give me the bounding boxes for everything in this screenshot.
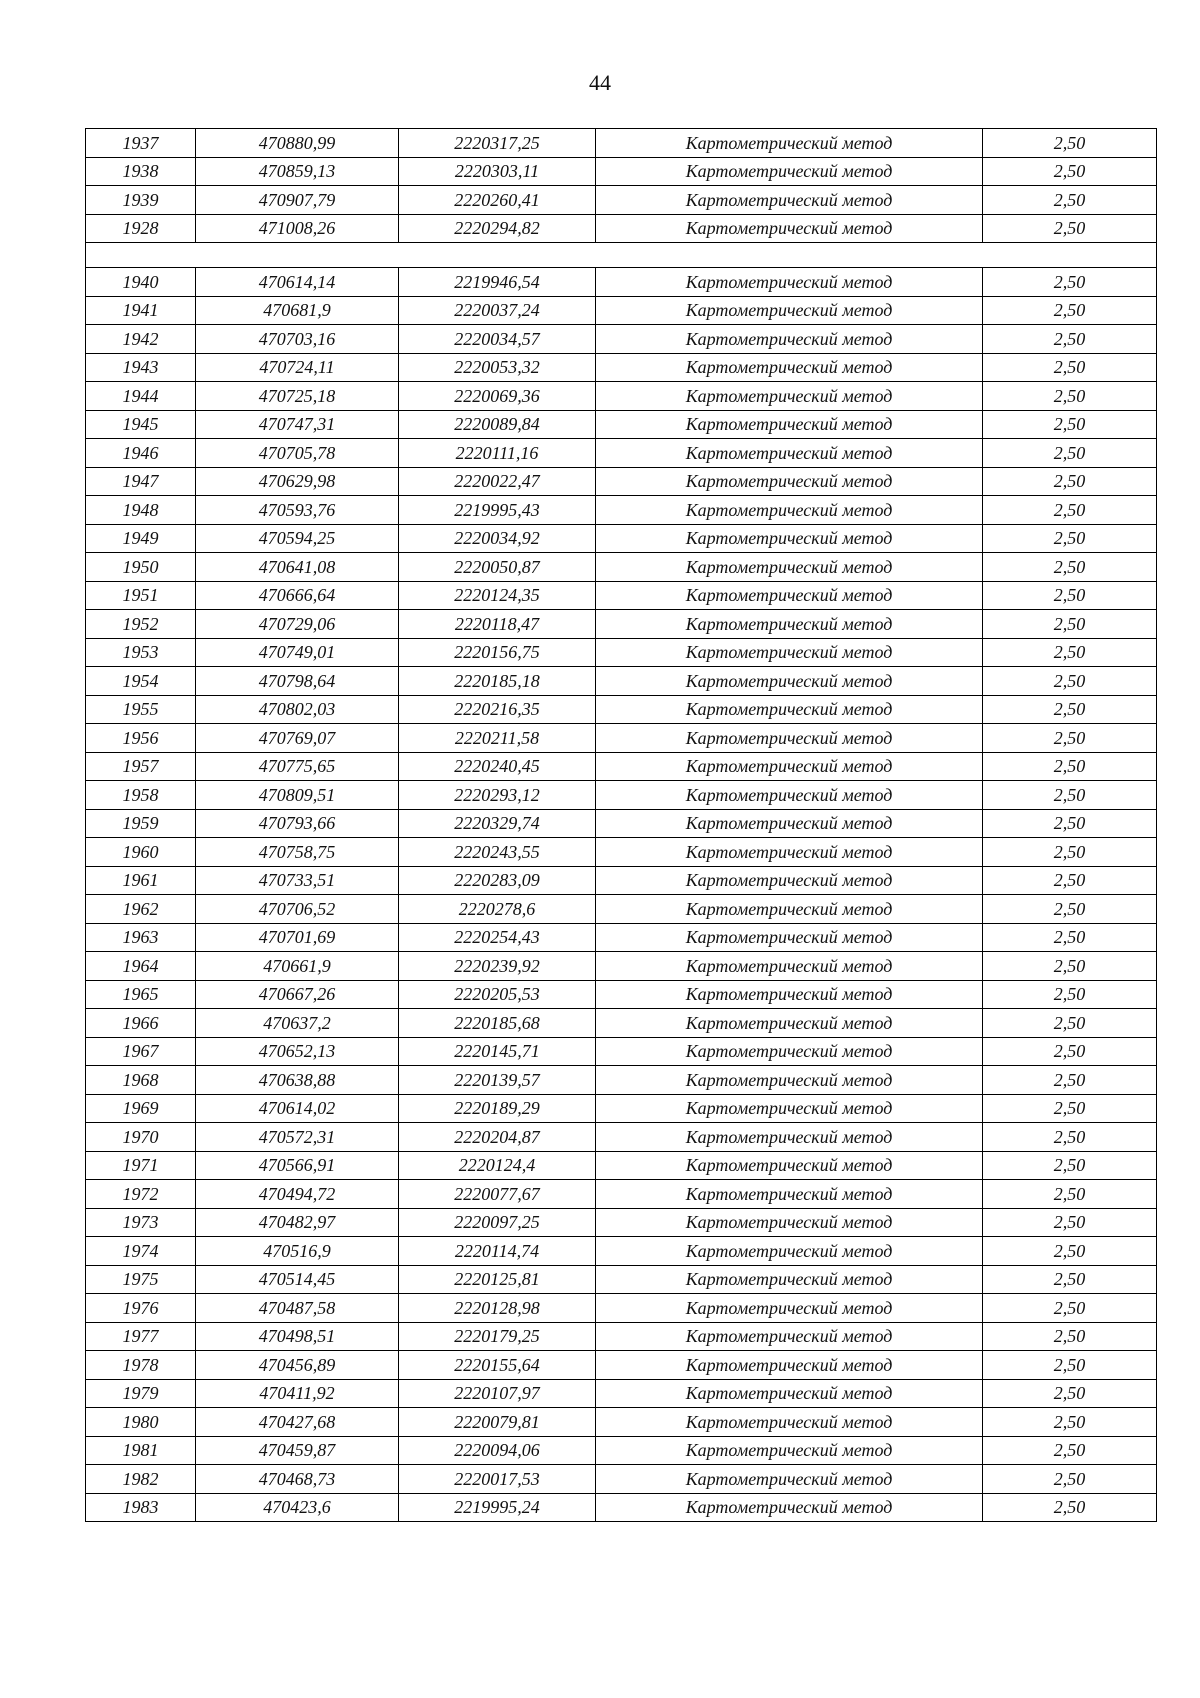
y-coordinate-cell: 2220034,57 [399,325,596,354]
x-coordinate-cell: 470594,25 [196,524,399,553]
y-coordinate-cell: 2220216,35 [399,695,596,724]
table-row [86,1123,1157,1152]
precision-cell: 2,50 [983,439,1157,468]
y-coordinate-cell: 2220118,47 [399,610,596,639]
point-number-cell: 1981 [86,1436,196,1465]
precision-cell: 2,50 [983,1094,1157,1123]
point-number-cell: 1954 [86,667,196,696]
point-number-cell: 1963 [86,923,196,952]
table-row [86,129,1157,158]
point-number-cell: 1937 [86,129,196,158]
table-row [86,553,1157,582]
point-number-cell: 1976 [86,1294,196,1323]
table-row [86,296,1157,325]
point-number-cell: 1952 [86,610,196,639]
x-coordinate-cell: 470572,31 [196,1123,399,1152]
x-coordinate-cell: 470614,14 [196,268,399,297]
y-coordinate-cell: 2220077,67 [399,1180,596,1209]
x-coordinate-cell: 470859,13 [196,157,399,186]
y-coordinate-cell: 2220243,55 [399,838,596,867]
x-coordinate-cell: 470907,79 [196,186,399,215]
y-coordinate-cell: 2220053,32 [399,353,596,382]
precision-cell: 2,50 [983,781,1157,810]
point-number-cell: 1980 [86,1408,196,1437]
x-coordinate-cell: 470487,58 [196,1294,399,1323]
point-number-cell: 1982 [86,1465,196,1494]
y-coordinate-cell: 2220329,74 [399,809,596,838]
y-coordinate-cell: 2220179,25 [399,1322,596,1351]
table-row [86,1237,1157,1266]
point-number-cell: 1983 [86,1493,196,1522]
precision-cell: 2,50 [983,923,1157,952]
point-number-cell: 1947 [86,467,196,496]
x-coordinate-cell: 470725,18 [196,382,399,411]
method-cell: Картометрический метод [596,353,983,382]
method-cell: Картометрический метод [596,496,983,525]
method-cell: Картометрический метод [596,724,983,753]
table-row [86,1322,1157,1351]
precision-cell: 2,50 [983,1408,1157,1437]
y-coordinate-cell: 2220185,18 [399,667,596,696]
x-coordinate-cell: 470427,68 [196,1408,399,1437]
y-coordinate-cell: 2220124,4 [399,1151,596,1180]
table-row [86,1265,1157,1294]
precision-cell: 2,50 [983,1351,1157,1380]
y-coordinate-cell: 2219946,54 [399,268,596,297]
table-row [86,410,1157,439]
table-row [86,353,1157,382]
x-coordinate-cell: 470514,45 [196,1265,399,1294]
y-coordinate-cell: 2220017,53 [399,1465,596,1494]
precision-cell: 2,50 [983,1379,1157,1408]
method-cell: Картометрический метод [596,838,983,867]
x-coordinate-cell: 470641,08 [196,553,399,582]
y-coordinate-cell: 2220293,12 [399,781,596,810]
method-cell: Картометрический метод [596,610,983,639]
y-coordinate-cell: 2220125,81 [399,1265,596,1294]
table-row [86,268,1157,297]
point-number-cell: 1959 [86,809,196,838]
precision-cell: 2,50 [983,325,1157,354]
x-coordinate-cell: 470703,16 [196,325,399,354]
point-number-cell: 1961 [86,866,196,895]
table-row [86,1151,1157,1180]
method-cell: Картометрический метод [596,157,983,186]
table-row [86,1294,1157,1323]
method-cell: Картометрический метод [596,1123,983,1152]
table-row [86,1465,1157,1494]
method-cell: Картометрический метод [596,1037,983,1066]
x-coordinate-cell: 470758,75 [196,838,399,867]
x-coordinate-cell: 470423,6 [196,1493,399,1522]
precision-cell: 2,50 [983,1066,1157,1095]
point-number-cell: 1938 [86,157,196,186]
precision-cell: 2,50 [983,1465,1157,1494]
coordinates-table [85,128,1157,1522]
precision-cell: 2,50 [983,129,1157,158]
method-cell: Картометрический метод [596,1493,983,1522]
table-row [86,952,1157,981]
table-row [86,1009,1157,1038]
table-row [86,724,1157,753]
method-cell: Картометрический метод [596,667,983,696]
method-cell: Картометрический метод [596,268,983,297]
point-number-cell: 1958 [86,781,196,810]
x-coordinate-cell: 470566,91 [196,1151,399,1180]
precision-cell: 2,50 [983,268,1157,297]
precision-cell: 2,50 [983,752,1157,781]
point-number-cell: 1978 [86,1351,196,1380]
table-row [86,781,1157,810]
y-coordinate-cell: 2220156,75 [399,638,596,667]
method-cell: Картометрический метод [596,895,983,924]
x-coordinate-cell: 470705,78 [196,439,399,468]
point-number-cell: 1940 [86,268,196,297]
precision-cell: 2,50 [983,581,1157,610]
x-coordinate-cell: 470724,11 [196,353,399,382]
table-row [86,524,1157,553]
y-coordinate-cell: 2220240,45 [399,752,596,781]
y-coordinate-cell: 2220037,24 [399,296,596,325]
method-cell: Картометрический метод [596,467,983,496]
precision-cell: 2,50 [983,695,1157,724]
precision-cell: 2,50 [983,467,1157,496]
method-cell: Картометрический метод [596,296,983,325]
y-coordinate-cell: 2220260,41 [399,186,596,215]
table-row [86,325,1157,354]
method-cell: Картометрический метод [596,439,983,468]
y-coordinate-cell: 2220283,09 [399,866,596,895]
method-cell: Картометрический метод [596,1237,983,1266]
table-row [86,809,1157,838]
precision-cell: 2,50 [983,980,1157,1009]
table-row [86,1408,1157,1437]
point-number-cell: 1944 [86,382,196,411]
table-row [86,895,1157,924]
method-cell: Картометрический метод [596,1066,983,1095]
x-coordinate-cell: 470749,01 [196,638,399,667]
precision-cell: 2,50 [983,1436,1157,1465]
point-number-cell: 1972 [86,1180,196,1209]
precision-cell: 2,50 [983,382,1157,411]
x-coordinate-cell: 470769,07 [196,724,399,753]
point-number-cell: 1941 [86,296,196,325]
table-row [86,157,1157,186]
point-number-cell: 1956 [86,724,196,753]
table-row [86,695,1157,724]
precision-cell: 2,50 [983,1265,1157,1294]
method-cell: Картометрический метод [596,1322,983,1351]
x-coordinate-cell: 470880,99 [196,129,399,158]
y-coordinate-cell: 2220294,82 [399,214,596,243]
y-coordinate-cell: 2220089,84 [399,410,596,439]
precision-cell: 2,50 [983,667,1157,696]
precision-cell: 2,50 [983,1123,1157,1152]
y-coordinate-cell: 2220128,98 [399,1294,596,1323]
x-coordinate-cell: 470661,9 [196,952,399,981]
separator-row [86,243,1157,268]
precision-cell: 2,50 [983,524,1157,553]
point-number-cell: 1928 [86,214,196,243]
precision-cell: 2,50 [983,866,1157,895]
point-number-cell: 1966 [86,1009,196,1038]
point-number-cell: 1973 [86,1208,196,1237]
table-row [86,496,1157,525]
point-number-cell: 1962 [86,895,196,924]
method-cell: Картометрический метод [596,1151,983,1180]
y-coordinate-cell: 2220205,53 [399,980,596,1009]
precision-cell: 2,50 [983,214,1157,243]
y-coordinate-cell: 2220022,47 [399,467,596,496]
point-number-cell: 1974 [86,1237,196,1266]
x-coordinate-cell: 470701,69 [196,923,399,952]
table-row [86,610,1157,639]
x-coordinate-cell: 470793,66 [196,809,399,838]
y-coordinate-cell: 2220204,87 [399,1123,596,1152]
x-coordinate-cell: 470706,52 [196,895,399,924]
precision-cell: 2,50 [983,895,1157,924]
precision-cell: 2,50 [983,638,1157,667]
table-row [86,1208,1157,1237]
method-cell: Картометрический метод [596,952,983,981]
point-number-cell: 1939 [86,186,196,215]
y-coordinate-cell: 2220211,58 [399,724,596,753]
y-coordinate-cell: 2220069,36 [399,382,596,411]
table-row [86,1066,1157,1095]
method-cell: Картометрический метод [596,1180,983,1209]
precision-cell: 2,50 [983,1151,1157,1180]
method-cell: Картометрический метод [596,186,983,215]
y-coordinate-cell: 2220124,35 [399,581,596,610]
precision-cell: 2,50 [983,496,1157,525]
method-cell: Картометрический метод [596,1009,983,1038]
table-row [86,866,1157,895]
x-coordinate-cell: 470637,2 [196,1009,399,1038]
precision-cell: 2,50 [983,809,1157,838]
table-row [86,1037,1157,1066]
point-number-cell: 1960 [86,838,196,867]
method-cell: Картометрический метод [596,638,983,667]
x-coordinate-cell: 470681,9 [196,296,399,325]
point-number-cell: 1967 [86,1037,196,1066]
y-coordinate-cell: 2220111,16 [399,439,596,468]
table-row [86,214,1157,243]
method-cell: Картометрический метод [596,382,983,411]
x-coordinate-cell: 470411,92 [196,1379,399,1408]
method-cell: Картометрический метод [596,1465,983,1494]
point-number-cell: 1971 [86,1151,196,1180]
y-coordinate-cell: 2220050,87 [399,553,596,582]
method-cell: Картометрический метод [596,1379,983,1408]
method-cell: Картометрический метод [596,129,983,158]
x-coordinate-cell: 470638,88 [196,1066,399,1095]
table-row [86,838,1157,867]
method-cell: Картометрический метод [596,866,983,895]
point-number-cell: 1977 [86,1322,196,1351]
method-cell: Картометрический метод [596,781,983,810]
x-coordinate-cell: 471008,26 [196,214,399,243]
point-number-cell: 1957 [86,752,196,781]
precision-cell: 2,50 [983,838,1157,867]
x-coordinate-cell: 470629,98 [196,467,399,496]
point-number-cell: 1953 [86,638,196,667]
precision-cell: 2,50 [983,1208,1157,1237]
point-number-cell: 1943 [86,353,196,382]
method-cell: Картометрический метод [596,1436,983,1465]
x-coordinate-cell: 470798,64 [196,667,399,696]
x-coordinate-cell: 470593,76 [196,496,399,525]
method-cell: Картометрический метод [596,923,983,952]
x-coordinate-cell: 470747,31 [196,410,399,439]
method-cell: Картометрический метод [596,524,983,553]
method-cell: Картометрический метод [596,581,983,610]
table-row [86,667,1157,696]
precision-cell: 2,50 [983,1180,1157,1209]
table-row [86,1379,1157,1408]
table-row [86,581,1157,610]
method-cell: Картометрический метод [596,214,983,243]
y-coordinate-cell: 2220189,29 [399,1094,596,1123]
precision-cell: 2,50 [983,186,1157,215]
x-coordinate-cell: 470802,03 [196,695,399,724]
table-row [86,1436,1157,1465]
method-cell: Картометрический метод [596,1208,983,1237]
method-cell: Картометрический метод [596,1294,983,1323]
table-body [86,129,1157,1522]
x-coordinate-cell: 470516,9 [196,1237,399,1266]
y-coordinate-cell: 2220303,11 [399,157,596,186]
point-number-cell: 1965 [86,980,196,1009]
precision-cell: 2,50 [983,1037,1157,1066]
precision-cell: 2,50 [983,1493,1157,1522]
x-coordinate-cell: 470482,97 [196,1208,399,1237]
x-coordinate-cell: 470652,13 [196,1037,399,1066]
table-row [86,467,1157,496]
point-number-cell: 1970 [86,1123,196,1152]
table-row [86,1180,1157,1209]
precision-cell: 2,50 [983,1237,1157,1266]
y-coordinate-cell: 2220145,71 [399,1037,596,1066]
separator-cell [86,243,1157,268]
point-number-cell: 1964 [86,952,196,981]
table-row [86,923,1157,952]
method-cell: Картометрический метод [596,1094,983,1123]
table-row [86,1493,1157,1522]
precision-cell: 2,50 [983,1009,1157,1038]
x-coordinate-cell: 470667,26 [196,980,399,1009]
x-coordinate-cell: 470456,89 [196,1351,399,1380]
x-coordinate-cell: 470498,51 [196,1322,399,1351]
table-row [86,752,1157,781]
y-coordinate-cell: 2220079,81 [399,1408,596,1437]
point-number-cell: 1979 [86,1379,196,1408]
y-coordinate-cell: 2220155,64 [399,1351,596,1380]
table-row [86,186,1157,215]
y-coordinate-cell: 2220239,92 [399,952,596,981]
precision-cell: 2,50 [983,610,1157,639]
table-row [86,439,1157,468]
point-number-cell: 1942 [86,325,196,354]
point-number-cell: 1949 [86,524,196,553]
y-coordinate-cell: 2220114,74 [399,1237,596,1266]
table-row [86,382,1157,411]
point-number-cell: 1968 [86,1066,196,1095]
y-coordinate-cell: 2220278,6 [399,895,596,924]
method-cell: Картометрический метод [596,410,983,439]
method-cell: Картометрический метод [596,1408,983,1437]
y-coordinate-cell: 2219995,43 [399,496,596,525]
point-number-cell: 1945 [86,410,196,439]
precision-cell: 2,50 [983,353,1157,382]
x-coordinate-cell: 470729,06 [196,610,399,639]
y-coordinate-cell: 2220094,06 [399,1436,596,1465]
point-number-cell: 1946 [86,439,196,468]
method-cell: Картометрический метод [596,980,983,1009]
y-coordinate-cell: 2220034,92 [399,524,596,553]
x-coordinate-cell: 470614,02 [196,1094,399,1123]
point-number-cell: 1948 [86,496,196,525]
y-coordinate-cell: 2220097,25 [399,1208,596,1237]
page-number: 44 [589,70,611,95]
y-coordinate-cell: 2220254,43 [399,923,596,952]
x-coordinate-cell: 470809,51 [196,781,399,810]
x-coordinate-cell: 470733,51 [196,866,399,895]
x-coordinate-cell: 470468,73 [196,1465,399,1494]
method-cell: Картометрический метод [596,325,983,354]
table-row [86,638,1157,667]
precision-cell: 2,50 [983,1294,1157,1323]
y-coordinate-cell: 2219995,24 [399,1493,596,1522]
point-number-cell: 1969 [86,1094,196,1123]
table-row [86,1094,1157,1123]
precision-cell: 2,50 [983,553,1157,582]
table-row [86,980,1157,1009]
method-cell: Картометрический метод [596,1265,983,1294]
point-number-cell: 1975 [86,1265,196,1294]
method-cell: Картометрический метод [596,1351,983,1380]
y-coordinate-cell: 2220185,68 [399,1009,596,1038]
point-number-cell: 1951 [86,581,196,610]
method-cell: Картометрический метод [596,752,983,781]
method-cell: Картометрический метод [596,695,983,724]
y-coordinate-cell: 2220107,97 [399,1379,596,1408]
precision-cell: 2,50 [983,1322,1157,1351]
point-number-cell: 1950 [86,553,196,582]
precision-cell: 2,50 [983,157,1157,186]
precision-cell: 2,50 [983,296,1157,325]
precision-cell: 2,50 [983,410,1157,439]
y-coordinate-cell: 2220317,25 [399,129,596,158]
method-cell: Картометрический метод [596,553,983,582]
x-coordinate-cell: 470775,65 [196,752,399,781]
y-coordinate-cell: 2220139,57 [399,1066,596,1095]
precision-cell: 2,50 [983,952,1157,981]
point-number-cell: 1955 [86,695,196,724]
table-row [86,1351,1157,1380]
x-coordinate-cell: 470459,87 [196,1436,399,1465]
x-coordinate-cell: 470494,72 [196,1180,399,1209]
method-cell: Картометрический метод [596,809,983,838]
x-coordinate-cell: 470666,64 [196,581,399,610]
precision-cell: 2,50 [983,724,1157,753]
